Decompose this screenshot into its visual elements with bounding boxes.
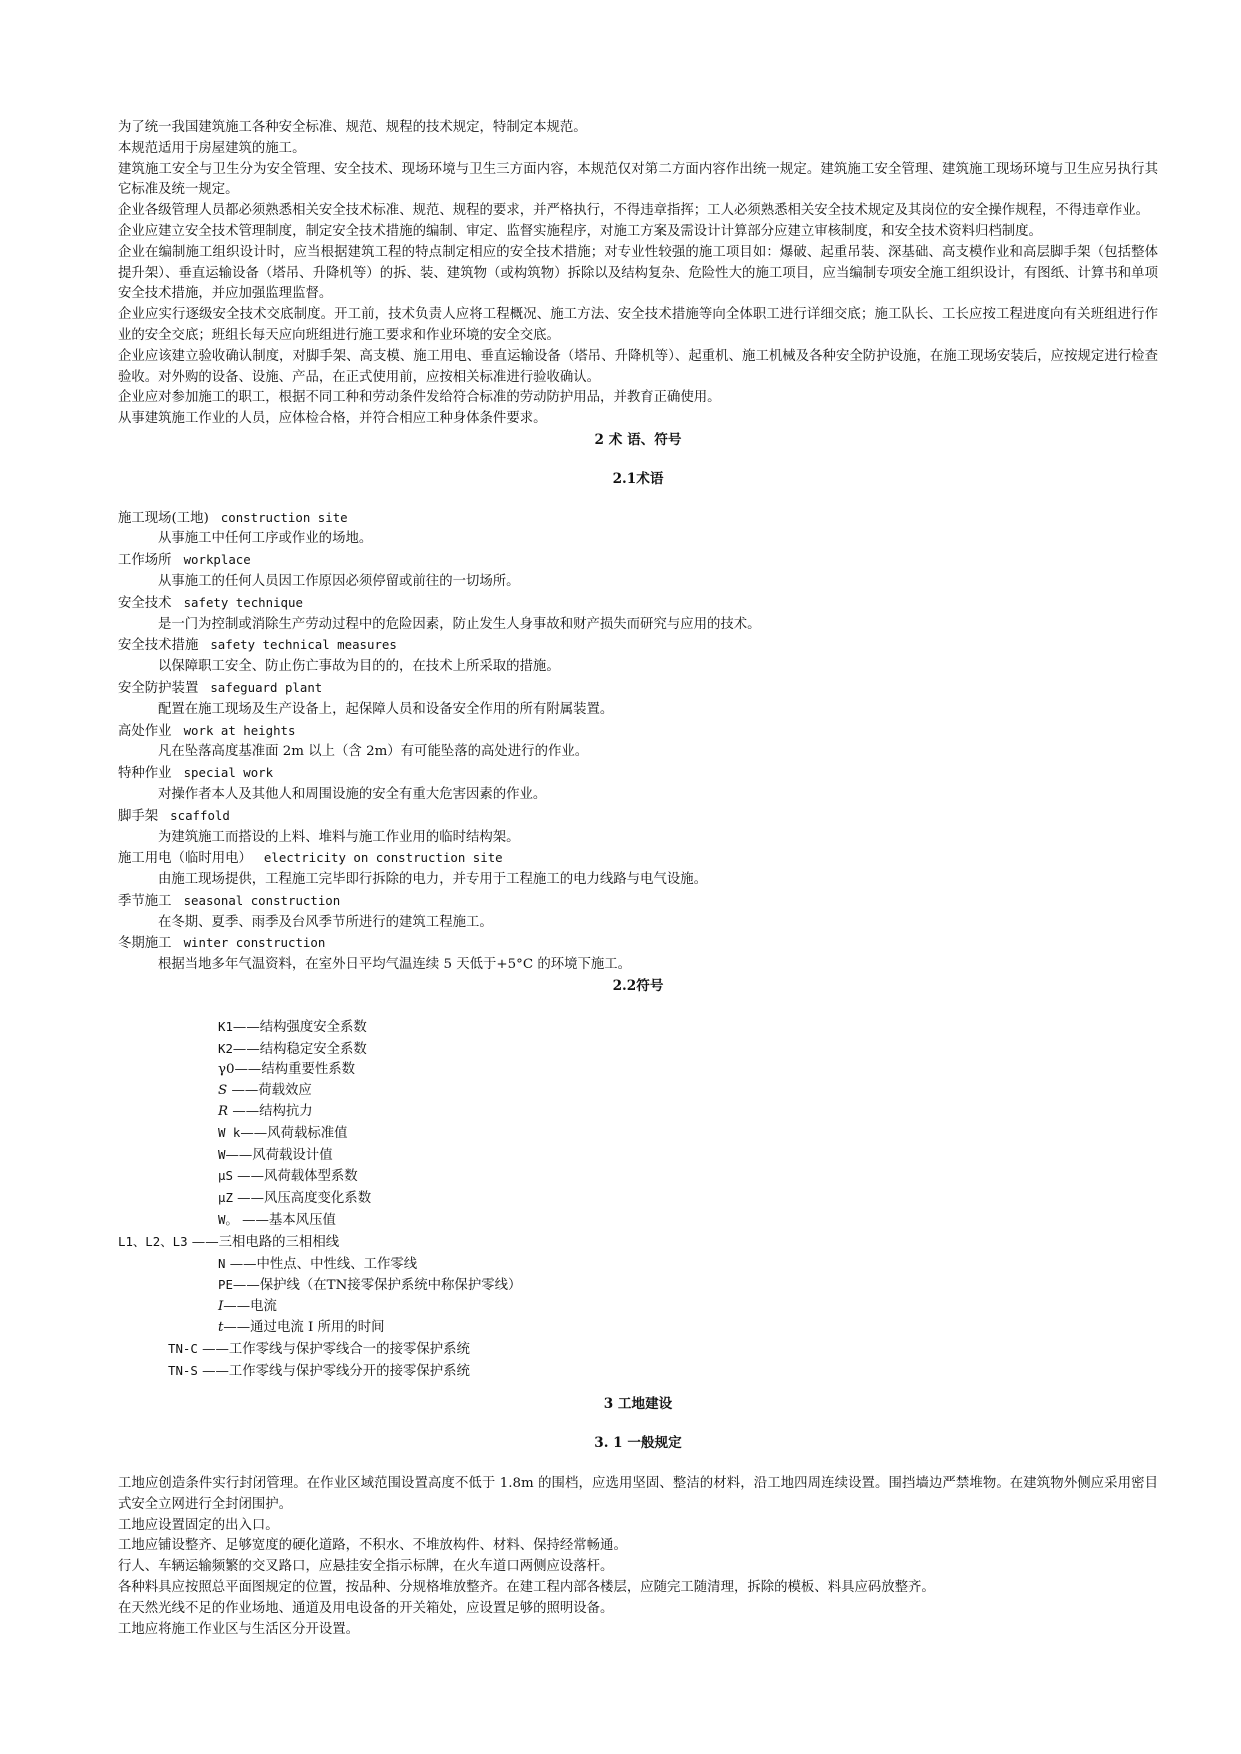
term-cn: 施工现场(工地) xyxy=(118,510,209,526)
term-entry xyxy=(118,635,1158,678)
symbol-desc: ——风荷载设计值 xyxy=(225,1147,333,1163)
term-cn: 脚手架 xyxy=(118,808,159,824)
symbol-desc: ——三相电路的三相相线 xyxy=(187,1234,340,1250)
section-2-2-title: 2.2符号 xyxy=(612,978,664,995)
symbol-code: TN-S xyxy=(168,1362,198,1378)
term-en: safeguard plant xyxy=(210,679,323,695)
term-cn: 冬期施工 xyxy=(118,936,172,952)
symbol-desc: ——电流 xyxy=(223,1299,277,1315)
symbol-code: L1、L2、L3 xyxy=(118,1233,188,1249)
symbol-entry xyxy=(118,1297,1158,1318)
body-paragraph: 工地应将施工作业区与生活区分开设置。 xyxy=(118,1621,360,1637)
term-definition: 是一门为控制或消除生产劳动过程中的危险因素，防止发生人身事故和财产损失而研究与应用的技术。 xyxy=(158,616,761,632)
symbol-entry xyxy=(118,1339,1158,1361)
section-2-1-title: 2.1术语 xyxy=(612,470,664,487)
symbol-entry xyxy=(118,1081,1158,1102)
term-entry xyxy=(118,721,1158,764)
term-definition: 在冬期、夏季、雨季及台风季节所进行的建筑工程施工。 xyxy=(158,914,493,930)
symbol-desc: ——通过电流 I 所用的时间 xyxy=(223,1320,385,1336)
symbol-code: I xyxy=(218,1299,224,1315)
intro-paragraph: 本规范适用于房屋建筑的施工。 xyxy=(118,140,306,156)
term-definition: 从事施工中任何工序或作业的场地。 xyxy=(158,531,373,547)
symbol-entry xyxy=(118,1210,1158,1232)
intro-paragraph: 企业应该建立验收确认制度，对脚手架、高支模、施工用电、垂直运输设备（塔吊、升降机等）、起重机、施工机械及各种安全防护设施，在施工现场安装后，应按规定进行检查验收。对外购的设备、设施、产品，在正式使用前，应按相关标准进行验收确认。 xyxy=(118,348,1158,385)
term-definition: 为建筑施工而搭设的上料、堆料与施工作业用的临时结构架。 xyxy=(158,829,520,845)
symbol-desc: ——结构稳定安全系数 xyxy=(232,1041,367,1057)
intro-paragraph: 为了统一我国建筑施工各种安全标准、规范、规程的技术规定，特制定本规范。 xyxy=(118,120,587,135)
term-cn: 高处作业 xyxy=(118,723,172,739)
symbol-code: PE xyxy=(218,1277,233,1293)
term-entry xyxy=(118,550,1158,593)
symbol-code: TN-C xyxy=(168,1340,198,1356)
term-definition: 凡在坠落高度基准面 2m 以上（含 2m）有可能坠落的高处进行的作业。 xyxy=(158,744,589,760)
intro-paragraph: 企业应对参加施工的职工，根据不同工种和劳动条件发给符合标准的劳动防护用品，并教育正确使用。 xyxy=(118,390,721,406)
symbol-desc: ——保护线（在TN接零保护系统中称保护零线） xyxy=(232,1278,522,1294)
term-entry xyxy=(118,508,1158,551)
symbol-code: W xyxy=(218,1146,226,1162)
term-cn: 安全技术 xyxy=(118,595,172,611)
symbols-list xyxy=(118,1017,1158,1383)
term-en: winter construction xyxy=(183,935,326,951)
body-paragraph: 各种料具应按照总平面图规定的位置，按品种、分规格堆放整齐。在建工程内部各楼层，应随完工随清理，拆除的模板、料具应码放整齐。 xyxy=(118,1580,935,1595)
intro-paragraph: 从事建筑施工作业的人员，应体检合格，并符合相应工种身体条件要求。 xyxy=(118,411,547,427)
intro-paragraph: 建筑施工安全与卫生分为安全管理、安全技术、现场环境与卫生三方面内容，本规范仅对第二方面内容作出统一规定。建筑施工安全管理、建筑施工现场环境与卫生应另执行其它标准及统一规定。 xyxy=(118,161,1158,198)
symbol-code: μZ xyxy=(218,1190,233,1206)
body-paragraph: 行人、车辆运输频繁的交叉路口，应悬挂安全指示标牌，在火车道口两侧应设落杆。 xyxy=(118,1559,614,1575)
term-definition: 以保障职工安全、防止伤亡事故为目的的，在技术上所采取的措施。 xyxy=(158,659,560,675)
section-3-title: 3 工地建设 xyxy=(603,1396,673,1413)
term-entry xyxy=(118,593,1158,636)
document-page xyxy=(118,118,1158,1640)
symbol-desc: ——风荷载标准值 xyxy=(240,1125,348,1141)
term-definition: 对操作者本人及其他人和周围设施的安全有重大危害因素的作业。 xyxy=(158,786,547,802)
term-entry xyxy=(118,678,1158,721)
intro-block xyxy=(118,118,1158,430)
term-entry xyxy=(118,933,1158,976)
intro-paragraph: 企业应建立安全技术管理制度，制定安全技术措施的编制、审定、监督实施程序，对施工方案及需设计计算部分应建立审核制度，和安全技术资料归档制度。 xyxy=(118,223,1042,239)
term-definition: 配置在施工现场及生产设备上，起保障人员和设备安全作用的所有附属装置。 xyxy=(158,701,614,717)
section-3-body xyxy=(118,1474,1158,1640)
symbol-entry xyxy=(118,1039,1158,1061)
term-en: safety technical measures xyxy=(210,637,397,653)
symbol-code: μS xyxy=(218,1168,233,1184)
term-en: construction site xyxy=(220,509,348,525)
term-cn: 季节施工 xyxy=(118,893,172,909)
term-definition: 根据当地多年气温资料，在室外日平均气温连续 5 天低于+5°C 的环境下施工。 xyxy=(158,957,632,973)
terms-list xyxy=(118,508,1158,977)
symbol-entry xyxy=(118,1123,1158,1145)
term-cn: 安全防护装置 xyxy=(118,680,199,696)
body-paragraph: 工地应铺设整齐、足够宽度的硬化道路，不积水、不堆放构件、材料、保持经常畅通。 xyxy=(118,1538,627,1554)
term-cn: 特种作业 xyxy=(118,766,172,782)
term-entry xyxy=(118,891,1158,934)
term-entry xyxy=(118,848,1158,891)
symbol-desc: ——工作零线与保护零线合一的接零保护系统 xyxy=(197,1341,470,1357)
term-en: seasonal construction xyxy=(183,892,341,908)
symbol-desc: ——中性点、中性线、工作零线 xyxy=(225,1256,418,1272)
body-paragraph: 在天然光线不足的作业场地、通道及用电设备的开关箱处，应设置足够的照明设备。 xyxy=(118,1600,614,1616)
symbol-desc: ——结构重要性系数 xyxy=(234,1062,356,1078)
term-cn: 工作场所 xyxy=(118,553,172,569)
symbol-desc: ——结构抗力 xyxy=(228,1104,313,1120)
symbol-entry xyxy=(118,1060,1158,1081)
term-en: workplace xyxy=(183,552,251,568)
term-en: work at heights xyxy=(183,722,296,738)
symbol-code: K1 xyxy=(218,1018,233,1034)
symbol-code: N xyxy=(218,1255,226,1271)
symbol-entry xyxy=(118,1017,1158,1039)
term-entry xyxy=(118,806,1158,849)
symbol-desc: ——荷载效应 xyxy=(227,1083,312,1099)
intro-paragraph: 企业在编制施工组织设计时，应当根据建筑工程的特点制定相应的安全技术措施；对专业性较强的施工项目如：爆破、起重吊装、深基础、高支模作业和高层脚手架（包括整体提升架）、垂直运输设备（塔吊、升降机等）的拆、装、建筑物（或构筑物）拆除以及结构复杂、危险性大的施工项目，应当编制专项安全施工组织设计，有图纸、计算书和单项安全技术措施，并应加强监理监督。 xyxy=(118,244,1158,302)
symbol-entry xyxy=(118,1145,1158,1167)
symbol-entry xyxy=(118,1275,1158,1297)
symbol-desc: ——风压高度变化系数 xyxy=(232,1191,372,1207)
symbol-entry xyxy=(118,1102,1158,1123)
intro-paragraph: 企业应实行逐级安全技术交底制度。开工前，技术负责人应将工程概况、施工方法、安全技术措施等向全体职工进行详细交底；施工队长、工长应按工程进度向有关班组进行作业的安全交底；班组长每天应向班组进行施工要求和作业环境的安全交底。 xyxy=(118,307,1158,343)
body-paragraph: 工地应创造条件实行封闭管理。在作业区域范围设置高度不低于 1.8m 的围档，应选用坚固、整洁的材料，沿工地四周连续设置。围挡墙边严禁堆物。在建筑物外侧应采用密目式安全立网进行全封闭围护。 xyxy=(118,1476,1158,1512)
symbol-desc: ——结构强度安全系数 xyxy=(232,1019,367,1035)
section-3-1-title: 3. 1 一般规定 xyxy=(594,1435,682,1452)
body-paragraph: 工地应设置固定的出入口。 xyxy=(118,1517,279,1533)
symbol-code: t xyxy=(218,1320,224,1336)
section-2-title: 2 术 语、符号 xyxy=(594,431,682,448)
term-en: scaffold xyxy=(170,807,230,823)
symbol-entry xyxy=(118,1166,1158,1188)
symbol-code: γ0 xyxy=(218,1062,235,1078)
term-entry xyxy=(118,763,1158,806)
symbol-entry xyxy=(118,1232,1158,1254)
symbol-desc: ——风荷载体型系数 xyxy=(232,1169,358,1185)
symbol-code: W。 xyxy=(218,1212,238,1228)
term-definition: 从事施工的任何人员因工作原因必须停留或前往的一切场所。 xyxy=(158,573,520,589)
term-en: electricity on construction site xyxy=(263,850,503,866)
symbol-entry xyxy=(118,1318,1158,1339)
term-definition: 由施工现场提供，工程施工完毕即行拆除的电力，并专用于工程施工的电力线路与电气设施。 xyxy=(158,872,708,888)
symbol-entry xyxy=(118,1188,1158,1210)
symbol-code: W k xyxy=(218,1124,241,1140)
term-en: safety technique xyxy=(183,594,303,610)
term-cn: 施工用电（临时用电） xyxy=(118,851,252,867)
intro-paragraph: 企业各级管理人员都必须熟悉相关安全技术标准、规范、规程的要求，并严格执行，不得违章指挥；工人必须熟悉相关安全技术规定及其岗位的安全操作规程，不得违章作业。 xyxy=(118,203,1150,219)
term-en: special work xyxy=(183,765,274,781)
term-cn: 安全技术措施 xyxy=(118,638,199,654)
symbol-desc: ——基本风压值 xyxy=(237,1213,336,1229)
symbol-code: S xyxy=(218,1083,228,1099)
symbol-entry xyxy=(118,1254,1158,1276)
symbol-entry xyxy=(118,1361,1158,1383)
symbol-desc: ——工作零线与保护零线分开的接零保护系统 xyxy=(197,1363,470,1379)
symbol-code: R xyxy=(218,1104,229,1120)
symbol-code: K2 xyxy=(218,1040,233,1056)
